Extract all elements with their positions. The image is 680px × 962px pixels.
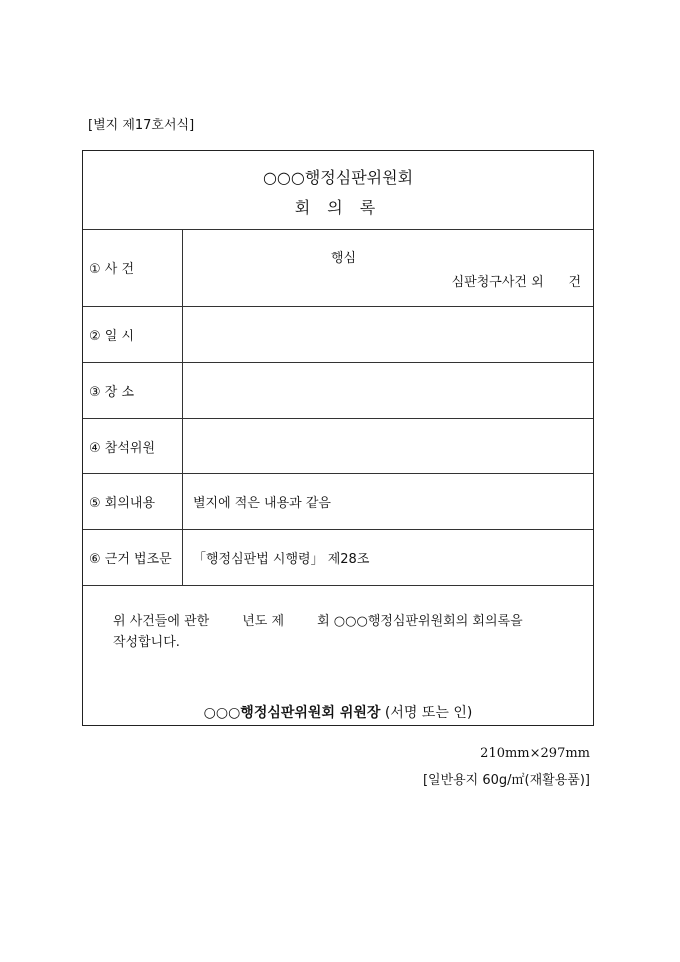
form-number: [별지 제17호서식] [88, 118, 195, 133]
row-legal-basis [83, 530, 593, 586]
row-label: ③ 장 소 [83, 363, 183, 418]
row-label: ④ 참석위원 [83, 419, 183, 473]
attendees-value[interactable] [183, 419, 593, 473]
form-header [83, 151, 593, 230]
signature-note: (서명 또는 인) [384, 705, 473, 721]
case-prefix: 행심 [331, 251, 357, 266]
statement [113, 611, 583, 653]
row-datetime [83, 307, 593, 363]
row-label: ② 일 시 [83, 307, 183, 362]
row-content [83, 474, 593, 530]
signature-line [83, 702, 593, 722]
datetime-value[interactable] [183, 307, 593, 362]
row-case [83, 229, 593, 307]
minutes-form [82, 150, 594, 726]
row-label: ⑥ 근거 법조문 [83, 530, 183, 585]
row-label: ⑤ 회의내용 [83, 474, 183, 529]
place-value[interactable] [183, 363, 593, 418]
paper-size: 210mm×297mm [480, 746, 590, 761]
paper-spec: [일반용지 60g/㎡(재활용품)] [422, 773, 590, 788]
content-value: 별지에 적은 내용과 같음 [193, 496, 331, 511]
case-value [183, 229, 593, 306]
statement-line: 작성합니다. [113, 635, 180, 650]
row-attendees [83, 419, 593, 474]
legal-basis-value: 「행정심판법 시행령」 제28조 [193, 552, 370, 567]
document-title: 회 의 록 [294, 198, 382, 217]
signatory-title: ○○○행정심판위원회 위원장 [203, 705, 381, 721]
row-label: ① 사 건 [83, 229, 183, 306]
row-place [83, 363, 593, 419]
committee-name: ○○○행정심판위원회 [262, 168, 414, 187]
statement-line: 위 사건들에 관한 년도 제 회 ○○○행정심판위원회의 회의록을 [113, 614, 523, 629]
case-suffix: 심판청구사건 외 건 [451, 275, 581, 290]
